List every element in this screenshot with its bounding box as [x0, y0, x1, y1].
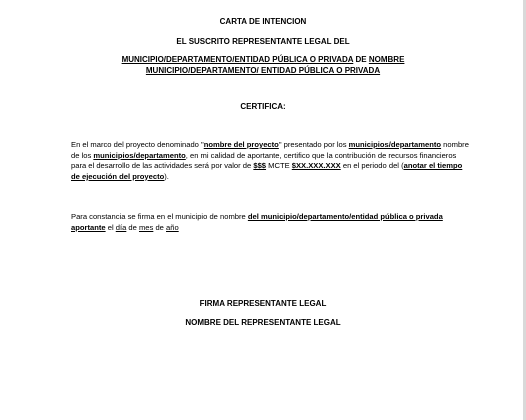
- para2-text-2: el: [105, 222, 116, 232]
- para1-text-1: En el marco del proyecto denominado ": [71, 140, 204, 149]
- execution-time-placeholder: anotar el tiempo de ejecución del proyecto: [71, 161, 463, 181]
- entity-name-label: NOMBRE: [368, 55, 405, 64]
- certifica-heading: CERTIFICA:: [240, 102, 286, 111]
- para1-text-4: , en mi calidad de aportante, certifico que la contribución de recursos financieros para el desarrollo de las actividades será por valor de: [71, 150, 457, 171]
- municipality-placeholder-1: municipios/departamento: [348, 140, 442, 149]
- para2-text-3: de: [126, 222, 139, 232]
- para2-text-1: Para constancia se firma en el municipio de nombre: [71, 212, 248, 221]
- para2-text-4: de: [153, 222, 167, 232]
- certification-paragraph: [71, 140, 471, 182]
- representative-name-label: NOMBRE DEL REPRESENTANTE LEGAL: [185, 318, 341, 327]
- para1-text-6: en el periodo del (: [340, 161, 404, 171]
- project-name-placeholder: nombre del proyecto: [203, 140, 279, 149]
- para1-text-5: MCTE: [266, 161, 292, 171]
- amount-placeholder: $XX.XXX.XXX: [291, 161, 341, 171]
- para1-text-3: nombre de los: [71, 140, 469, 160]
- entity-type: MUNICIPIO/DEPARTAMENTO/ENTIDAD PÚBLICA O PRIVADA: [121, 55, 354, 64]
- signature-label: FIRMA REPRESENTANTE LEGAL: [199, 299, 327, 308]
- para1-text-7: ).: [164, 171, 169, 181]
- municipality-placeholder-2: municipios/departamento: [93, 150, 186, 160]
- entity-name-type: MUNICIPIO/DEPARTAMENTO/ ENTIDAD PÚBLICA O PRIVADA: [145, 66, 381, 75]
- document-title: CARTA DE INTENCION: [219, 17, 307, 26]
- currency-placeholder: $$$: [253, 161, 267, 171]
- subtitle-representative: EL SUSCRITO REPRESENTANTE LEGAL DEL: [176, 37, 350, 46]
- signing-municipality-placeholder: del municipio/departamento/entidad pública o privada aportante: [71, 212, 443, 232]
- entity-connector: DE: [353, 55, 369, 64]
- para1-text-2: " presentado por los: [278, 140, 349, 149]
- entity-line-1: [0, 55, 526, 65]
- signing-paragraph: [71, 212, 471, 233]
- year-placeholder: año: [166, 222, 179, 232]
- month-placeholder: mes: [138, 222, 154, 232]
- day-placeholder: día: [115, 222, 127, 232]
- entity-line-2: [0, 66, 526, 76]
